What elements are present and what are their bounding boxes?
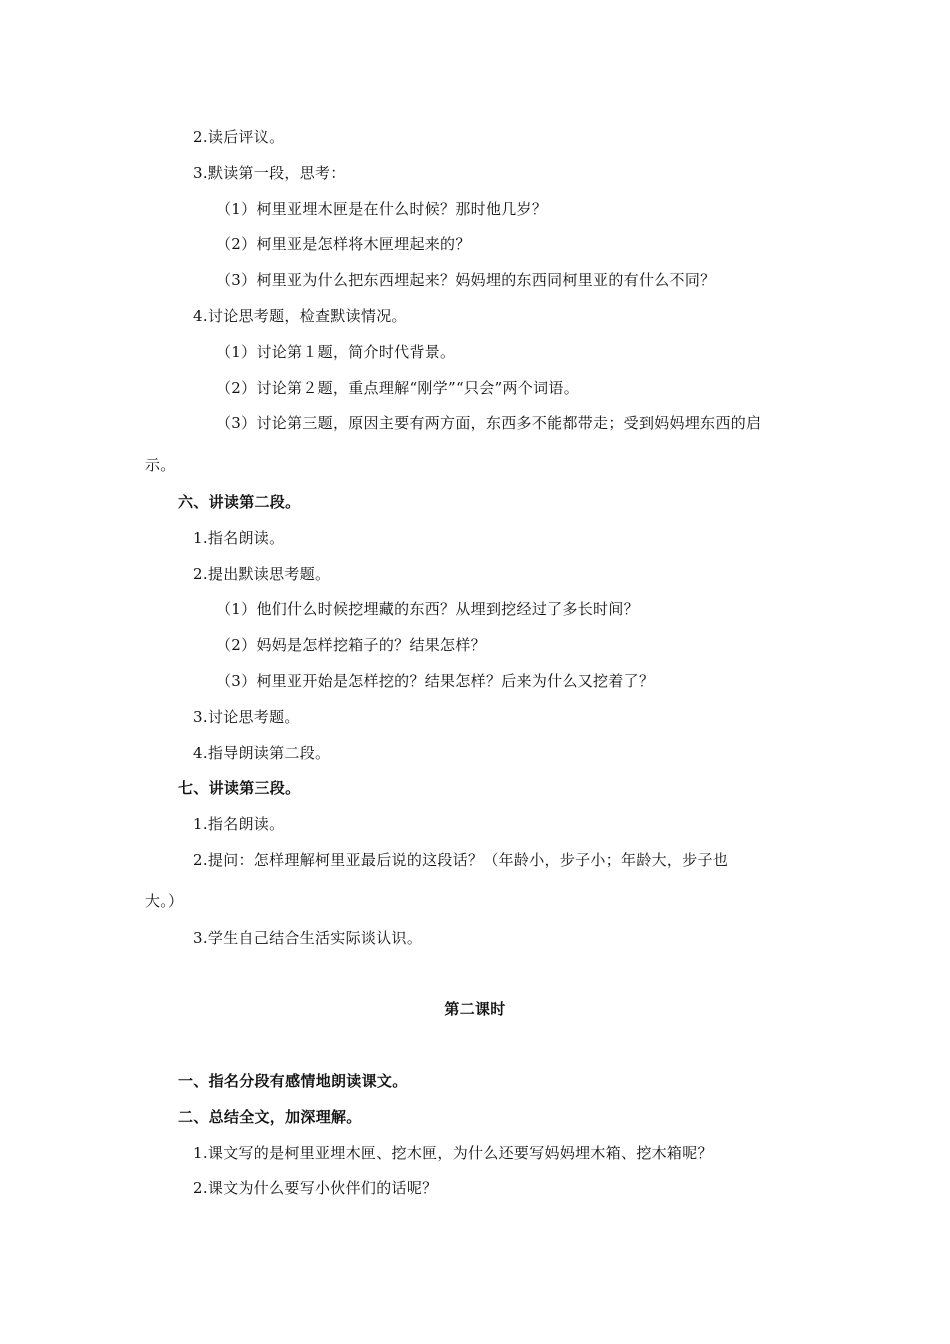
list-item: 2.课文为什么要写小伙伴们的话呢？ <box>193 1179 438 1197</box>
list-item: （3）柯里亚为什么把东西埋起来？妈妈埋的东西同柯里亚的有什么不同？ <box>216 271 716 289</box>
list-item: （3）讨论第三题，原因主要有两方面，东西多不能都带走；受到妈妈埋东西的启 <box>216 414 762 432</box>
list-item: （2）妈妈是怎样挖箱子的？结果怎样？ <box>216 636 486 654</box>
list-item: 4.指导朗读第二段。 <box>193 744 331 762</box>
list-item: 4.讨论思考题，检查默读情况。 <box>193 307 407 325</box>
list-item: 2.读后评议。 <box>193 128 285 146</box>
list-item: （1）他们什么时候挖埋藏的东西？从埋到挖经过了多长时间？ <box>216 600 639 618</box>
list-item: （1）柯里亚埋木匣是在什么时候？那时他几岁？ <box>216 200 548 218</box>
section-heading: 七、讲读第三段。 <box>178 779 301 797</box>
list-item: 3.学生自己结合生活实际谈认识。 <box>193 929 423 947</box>
lesson-title: 第二课时 <box>444 1000 506 1018</box>
list-item: 大。） <box>145 892 184 910</box>
list-item: 2.提问：怎样理解柯里亚最后说的这段话？（年龄小，步子小；年龄大，步子也 <box>193 851 729 869</box>
list-item: 示。 <box>145 456 176 474</box>
list-item: （2）柯里亚是怎样将木匣埋起来的？ <box>216 235 471 253</box>
list-item: 3.默读第一段，思考： <box>193 164 346 182</box>
list-item: （3）柯里亚开始是怎样挖的？结果怎样？后来为什么又挖着了？ <box>216 672 655 690</box>
list-item: 1.指名朗读。 <box>193 529 285 547</box>
list-item: （1）讨论第１题，简介时代背景。 <box>216 343 456 361</box>
list-item: 1.指名朗读。 <box>193 815 285 833</box>
list-item: 1.课文写的是柯里亚埋木匣、挖木匣，为什么还要写妈妈埋木箱、挖木箱呢？ <box>193 1144 713 1162</box>
list-item: 2.提出默读思考题。 <box>193 565 331 583</box>
section-heading: 六、讲读第二段。 <box>178 493 301 511</box>
list-item: 3.讨论思考题。 <box>193 708 300 726</box>
section-heading: 一、指名分段有感情地朗读课文。 <box>178 1072 408 1090</box>
list-item: （2）讨论第２题，重点理解“刚学”“只会”两个词语。 <box>216 379 580 397</box>
section-heading: 二、总结全文，加深理解。 <box>178 1108 362 1126</box>
